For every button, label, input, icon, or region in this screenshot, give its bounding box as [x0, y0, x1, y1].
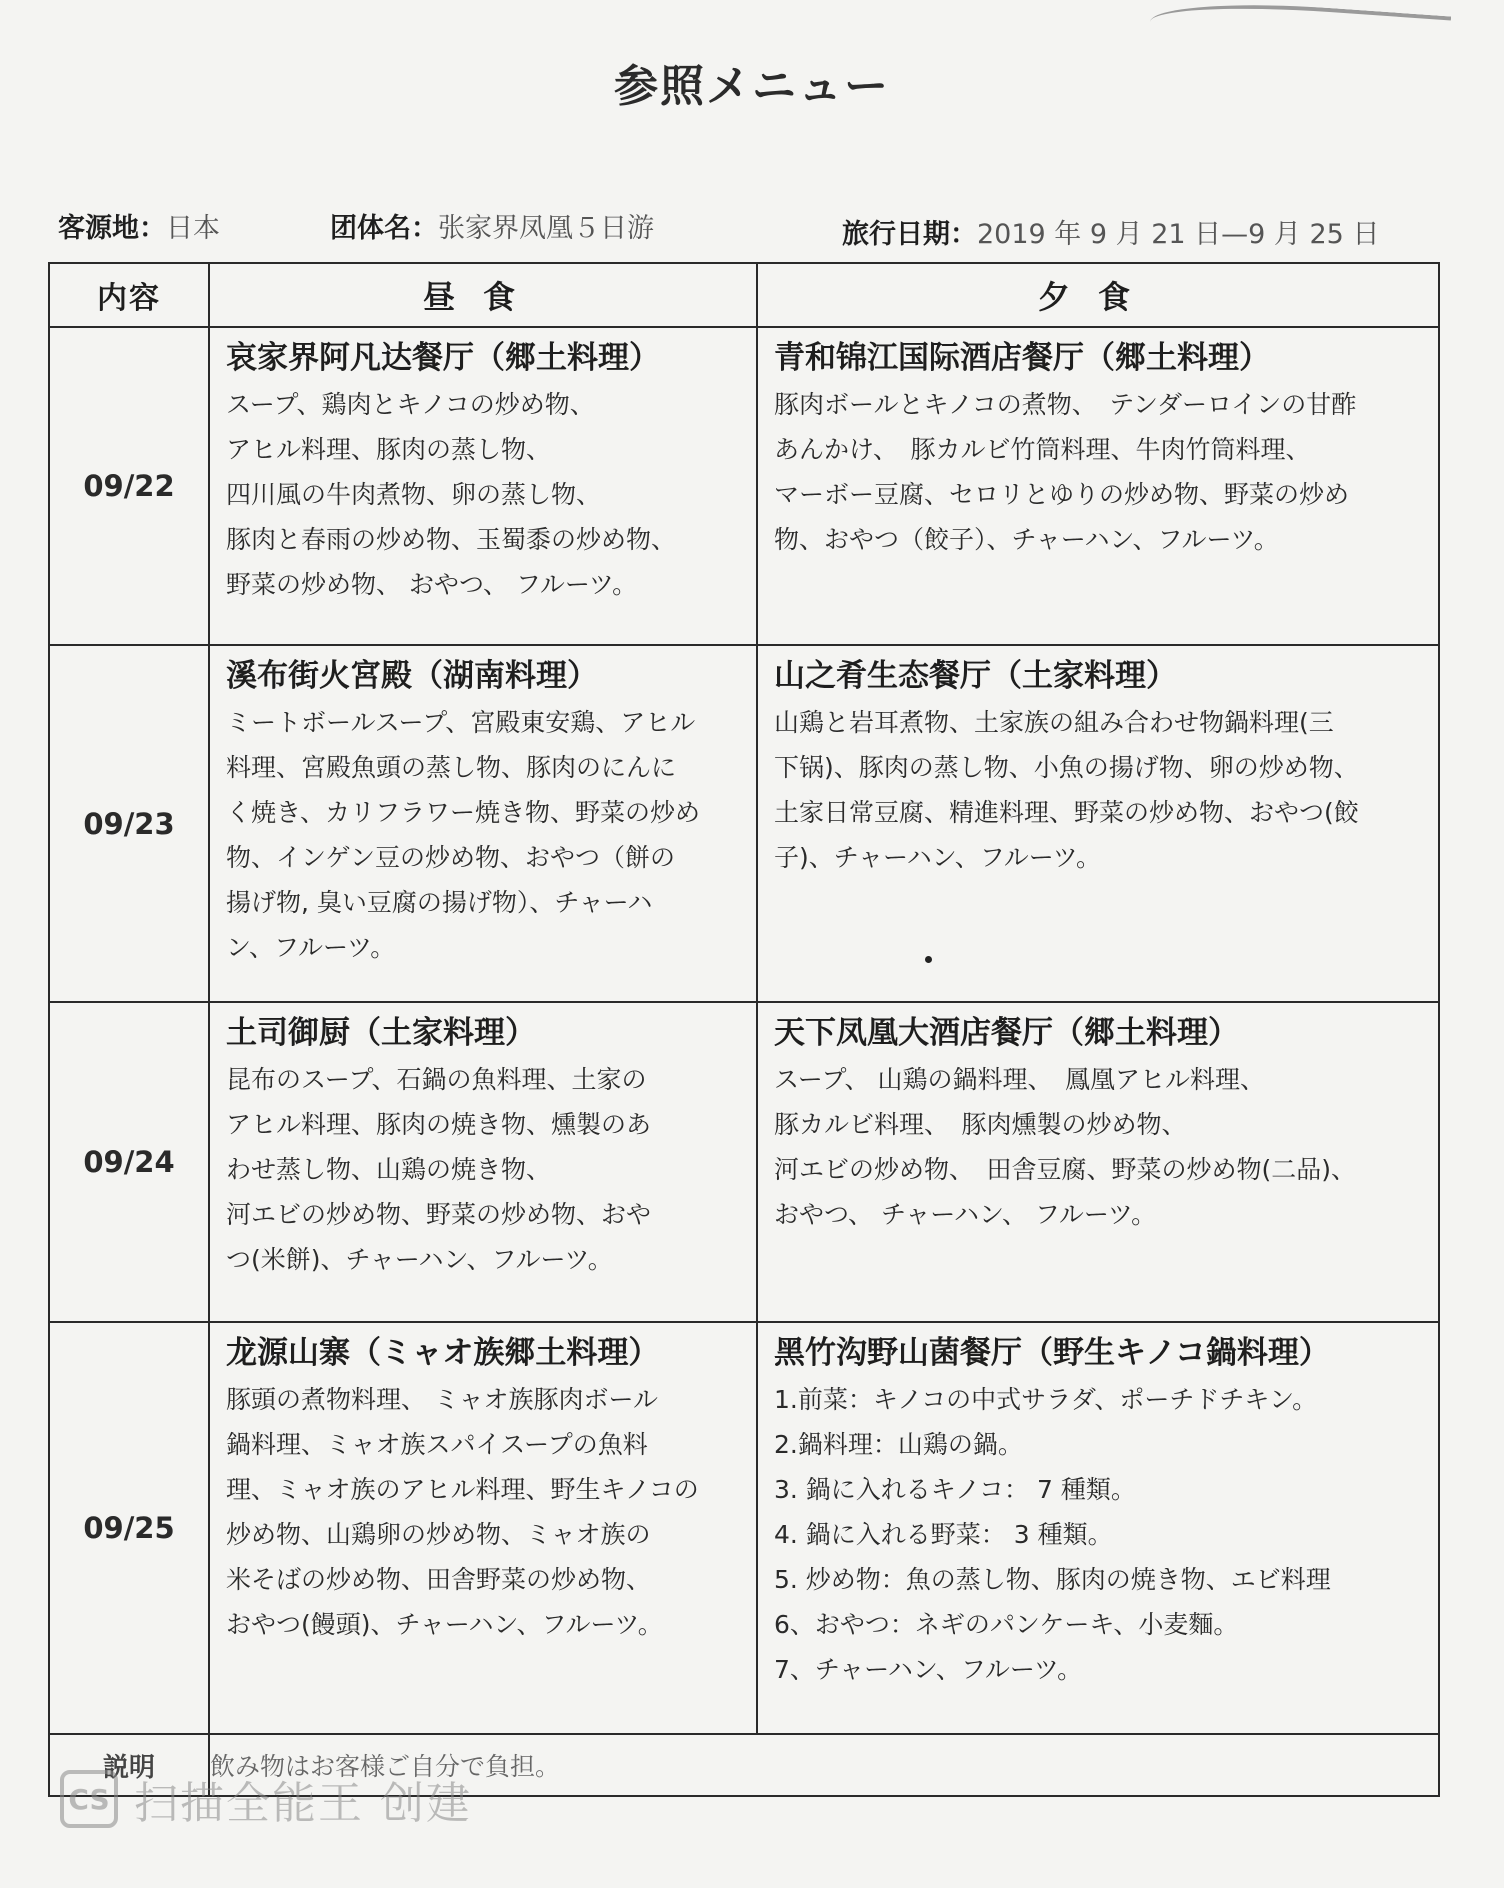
dish-list [226, 700, 742, 970]
dish-line: 昆布のスープ、石鍋の魚料理、土家の [226, 1065, 647, 1094]
restaurant-name: 青和锦江国际酒店餐厅（郷土料理） [774, 340, 1270, 376]
lunch-cell [209, 645, 757, 1002]
header-row [49, 263, 1439, 327]
dish-list [774, 1057, 1424, 1237]
info-date [842, 212, 1379, 251]
dish-line: 理、ミャオ族のアヒル料理、野生キノコの [226, 1475, 699, 1504]
restaurant-name: 土司御厨（土家料理） [226, 1015, 536, 1051]
dish-line: 物、おやつ（餃子）、チャーハン、フルーツ。 [774, 525, 1279, 554]
info-origin [58, 206, 220, 245]
dish-list [226, 1057, 742, 1282]
date-value: 2019 年 9 月 21 日—9 月 25 日 [977, 219, 1380, 250]
note-label: 説明 [49, 1734, 209, 1796]
dish-list [226, 382, 742, 607]
dish-line: く焼き、カリフラワー焼き物、野菜の炒め [226, 798, 701, 827]
dish-line: あんかけ、 豚カルビ竹筒料理、牛肉竹筒料理、 [774, 435, 1311, 464]
dish-line: 土家日常豆腐、精進料理、野菜の炒め物、おやつ(餃 [774, 798, 1359, 827]
header-content: 内容 [49, 263, 209, 327]
dish-line: 揚げ物, 臭い豆腐の揚げ物）、チャーハ [226, 888, 653, 917]
dish-line: 四川風の牛肉煮物、卵の蒸し物、 [226, 480, 602, 509]
lunch-cell [209, 327, 757, 645]
dinner-cell [757, 1322, 1439, 1734]
dish-line: 河エビの炒め物、野菜の炒め物、おや [226, 1200, 652, 1229]
dish-line: スープ、鶏肉とキノコの炒め物、 [226, 390, 595, 419]
scanner-watermark [60, 1768, 472, 1830]
menu-table [48, 262, 1440, 1797]
table-row [49, 645, 1439, 1002]
dinner-cell [757, 327, 1439, 645]
dish-line: おやつ(饅頭)、チャーハン、フルーツ。 [226, 1610, 663, 1639]
dish-line: 下锅)、豚肉の蒸し物、小魚の揚げ物、卵の炒め物、 [774, 753, 1359, 782]
origin-label: 客源地： [58, 213, 166, 244]
dish-line: 豚カルビ料理、 豚肉燻製の炒め物、 [774, 1110, 1187, 1139]
dish-list [774, 700, 1424, 880]
row-date: 09/23 [49, 645, 209, 1002]
lunch-cell [209, 1322, 757, 1734]
table-row [49, 1002, 1439, 1322]
header-lunch: 昼食 [209, 263, 757, 327]
page-title: 参照メニュー [614, 61, 890, 112]
dish-line: 1.前菜：キノコの中式サラダ、ポーチドチキン。 [774, 1385, 1318, 1414]
dish-line: 2.鍋料理：山鶏の鍋。 [774, 1430, 1023, 1459]
dish-line: 豚肉と春雨の炒め物、玉蜀黍の炒め物、 [226, 525, 677, 554]
group-value: 张家界凤凰５日游 [438, 213, 654, 244]
table-row [49, 327, 1439, 645]
restaurant-name: 龙源山寨（ミャオ族郷土料理） [226, 1335, 660, 1371]
dish-list [226, 1377, 742, 1647]
dish-line: 豚肉ボールとキノコの煮物、 テンダーロインの甘酢 [774, 390, 1357, 419]
restaurant-name: 天下凤凰大酒店餐厅（郷土料理） [774, 1015, 1239, 1051]
lunch-cell [209, 1002, 757, 1322]
restaurant-name: 山之肴生态餐厅（土家料理） [774, 658, 1177, 694]
dish-line: 物、インゲン豆の炒め物、おやつ（餅の [226, 843, 676, 872]
restaurant-name: 黑竹沟野山菌餐厅（野生キノコ鍋料理） [774, 1335, 1330, 1371]
dish-line: 炒め物、山鶏卵の炒め物、ミャオ族の [226, 1520, 651, 1549]
dish-line: 豚頭の煮物料理、 ミャオ族豚肉ボール [226, 1385, 658, 1414]
info-group [330, 206, 654, 245]
dish-line: アヒル料理、豚肉の蒸し物、 [226, 435, 552, 464]
ink-dot [925, 956, 932, 963]
dish-line: 7、チャーハン、フルーツ。 [774, 1655, 1083, 1684]
note-text: 飲み物はお客様ご自分で負担。 [209, 1734, 1439, 1796]
dish-line: スープ、 山鶏の鍋料理、 鳳凰アヒル料理、 [774, 1065, 1265, 1094]
table-row [49, 1322, 1439, 1734]
date-label: 旅行日期： [842, 219, 977, 250]
dinner-cell [757, 645, 1439, 1002]
header-dinner: 夕食 [757, 263, 1439, 327]
origin-value: 日本 [166, 213, 220, 244]
camscanner-logo-icon: CS [60, 1770, 118, 1828]
dish-line: マーボー豆腐、セロリとゆりの炒め物、野菜の炒め [774, 480, 1350, 509]
dish-line: 4. 鍋に入れる野菜： 3 種類。 [774, 1520, 1113, 1549]
dish-line: 料理、宮殿魚頭の蒸し物、豚肉のにんに [226, 753, 677, 782]
dish-line: ン、フルーツ。 [226, 933, 396, 962]
dish-list [774, 382, 1424, 562]
restaurant-name: 溪布街火宮殿（湖南料理） [226, 658, 598, 694]
restaurant-name: 哀家界阿凡达餐厅（郷土料理） [226, 340, 660, 376]
group-label: 团体名： [330, 213, 438, 244]
dish-line: 子)、チャーハン、フルーツ。 [774, 843, 1102, 872]
dish-line: 米そばの炒め物、田舎野菜の炒め物、 [226, 1565, 652, 1594]
dish-line: つ(米餅)、チャーハン、フルーツ。 [226, 1245, 613, 1274]
dish-line: 鍋料理、ミャオ族スパイスープの魚料 [226, 1430, 648, 1459]
dish-line: 3. 鍋に入れるキノコ： 7 種類。 [774, 1475, 1136, 1504]
dinner-cell [757, 1002, 1439, 1322]
dish-line: 野菜の炒め物、 おやつ、 フルーツ。 [226, 570, 638, 599]
dish-line: ミートボールスープ、宮殿東安鶏、アヒル [226, 708, 696, 737]
row-date: 09/22 [49, 327, 209, 645]
dish-line: わせ蒸し物、山鶏の焼き物、 [226, 1155, 552, 1184]
dish-list [774, 1377, 1424, 1692]
dish-line: 5. 炒め物：魚の蒸し物、豚肉の焼き物、エビ料理 [774, 1565, 1331, 1594]
row-date: 09/24 [49, 1002, 209, 1322]
dish-line: 6、おやつ：ネギのパンケーキ、小麦麵。 [774, 1610, 1239, 1639]
dish-line: おやつ、 チャーハン、 フルーツ。 [774, 1200, 1157, 1229]
dish-line: アヒル料理、豚肉の焼き物、燻製のあ [226, 1110, 652, 1139]
row-date: 09/25 [49, 1322, 209, 1734]
dish-line: 山鶏と岩耳煮物、土家族の組み合わせ物鍋料理(三 [774, 708, 1334, 737]
watermark-text: 扫描全能王 创建 [134, 1778, 472, 1829]
dish-line: 河エビの炒め物、 田舎豆腐、野菜の炒め物(二品)、 [774, 1155, 1357, 1184]
